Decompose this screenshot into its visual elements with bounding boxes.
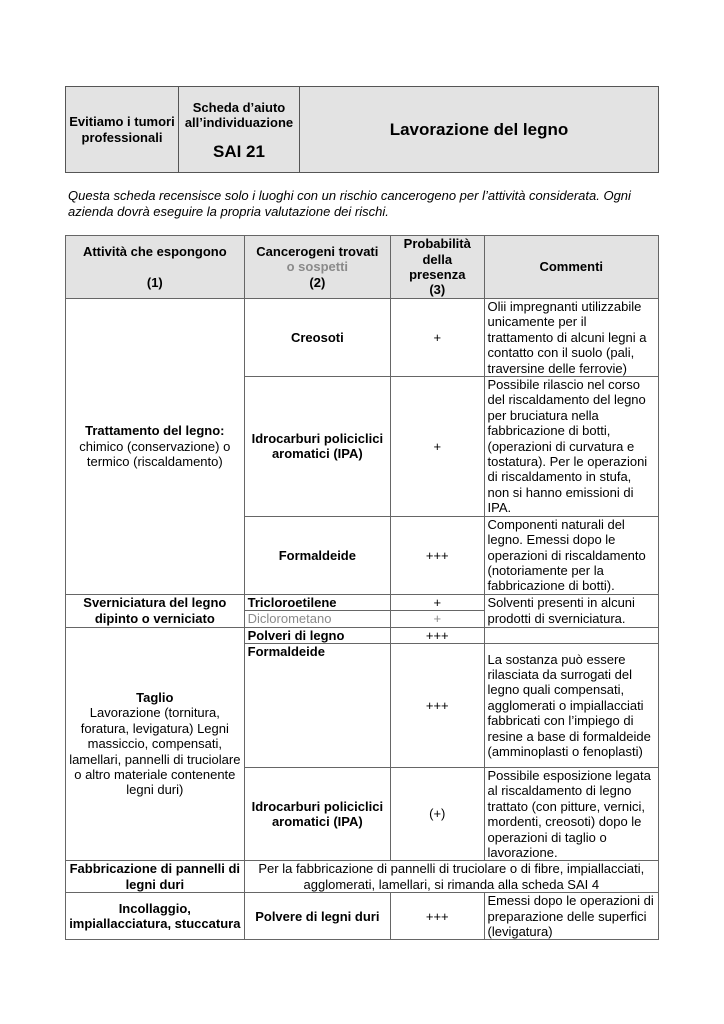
probability-cell: +++ — [391, 643, 484, 767]
agent-cell: Formaldeide — [244, 516, 390, 594]
probability-cell: +++ — [391, 893, 484, 940]
column-header-probability: Probabilità della presenza (3) — [391, 236, 484, 299]
agent-cell: Idrocarburi policiclici aromatici (IPA) — [244, 767, 390, 860]
activity-cell-taglio: Taglio Lavorazione (tornitura, foratura, levigatura) Legni massiccio, compensati, lamellari, pannelli di truciolare o altro materiale contenente legni duri) — [66, 627, 245, 861]
column-header-comments: Commenti — [484, 236, 659, 299]
table-row — [66, 893, 659, 940]
probability-cell: + — [391, 611, 484, 627]
column-header-activity: Attività che espongono (1) — [66, 236, 245, 299]
header-left-cell — [66, 87, 179, 173]
probability-cell: + — [391, 594, 484, 610]
comment-cell: Solventi presenti in alcuni prodotti di sverniciatura. — [484, 594, 659, 627]
comment-cell: Possibile rilascio nel corso del riscaldamento del legno per bruciatura nella fabbricazione di botti, (operazioni di curvatura e tostatura). Per le operazioni di riscaldamento in stufa, non si hanno emissioni di IPA. — [484, 377, 659, 517]
comment-cell: Emessi dopo le operazioni di preparazione delle superfici (levigatura) — [484, 893, 659, 940]
activity-cell-incollaggio: Incollaggio, impiallacciatura, stuccatura — [66, 893, 245, 940]
agent-cell: Polvere di legni duri — [244, 893, 390, 940]
table-row — [66, 299, 659, 377]
activity-cell-trattamento: Trattamento del legno: chimico (conservazione) o termico (riscaldamento) — [66, 299, 245, 595]
probability-cell: +++ — [391, 627, 484, 643]
probability-cell: + — [391, 377, 484, 517]
header-left-title: Evitiamo i tumori professionali — [69, 113, 175, 145]
risk-table — [65, 235, 659, 940]
column-header-carcinogens: Cancerogeni trovati o sospetti (2) — [244, 236, 390, 299]
agent-cell: Idrocarburi policiclici aromatici (IPA) — [244, 377, 390, 517]
intro-text: Questa scheda recensisce solo i luoghi con un rischio cancerogeno per l’attività considerata. Ogni azienda dovrà eseguire la propria valutazione dei rischi. — [68, 188, 631, 219]
table-row — [66, 861, 659, 893]
comment-cell: Componenti naturali del legno. Emessi dopo le operazioni di riscaldamento (notoriamente per la fabbricazione di botti). — [484, 516, 659, 594]
header-table — [65, 86, 659, 173]
probability-cell: (+) — [391, 767, 484, 860]
agent-cell: Polveri di legno — [244, 627, 390, 643]
probability-cell: + — [391, 299, 484, 377]
note-cell: Per la fabbricazione di pannelli di truciolare o di fibre, impiallacciati, agglomerati, lamellari, si rimanda alla scheda SAI 4 — [244, 861, 658, 893]
table-header-row — [66, 236, 659, 299]
comment-cell: Olii impregnanti utilizzabile unicamente per il trattamento di alcuni legni a contatto con il suolo (pali, traversine delle ferrovie) — [484, 299, 659, 377]
header-mid-title: Scheda d’aiuto all’individuazione — [184, 100, 294, 130]
probability-cell: +++ — [391, 516, 484, 594]
header-mid-cell — [179, 87, 300, 173]
comment-cell — [484, 627, 659, 643]
table-row — [66, 594, 659, 610]
header-sheet-code: SAI 21 — [213, 142, 265, 161]
agent-cell: Creosoti — [244, 299, 390, 377]
agent-cell: Formaldeide — [244, 643, 390, 767]
comment-cell: Possibile esposizione legata al riscaldamento di legno trattato (con pitture, vernici, mordenti, creosoti) dopo le operazioni di taglio o lavorazione. — [484, 767, 659, 860]
activity-cell-fabbricazione: Fabbricazione di pannelli di legni duri — [66, 861, 245, 893]
comment-cell: La sostanza può essere rilasciata da surrogati del legno quali compensati, agglomerati o impiallacciati fabbricati con l’impiego di resine a base di formaldeide (amminoplasti o fenoplasti) — [484, 643, 659, 767]
page-title: Lavorazione del legno — [389, 119, 569, 139]
table-row — [66, 627, 659, 643]
agent-cell: Diclorometano — [244, 611, 390, 627]
header-right-cell — [300, 87, 659, 173]
agent-cell: Tricloroetilene — [244, 594, 390, 610]
activity-cell-sverniciatura: Sverniciatura del legno dipinto o verniciato — [66, 594, 245, 627]
